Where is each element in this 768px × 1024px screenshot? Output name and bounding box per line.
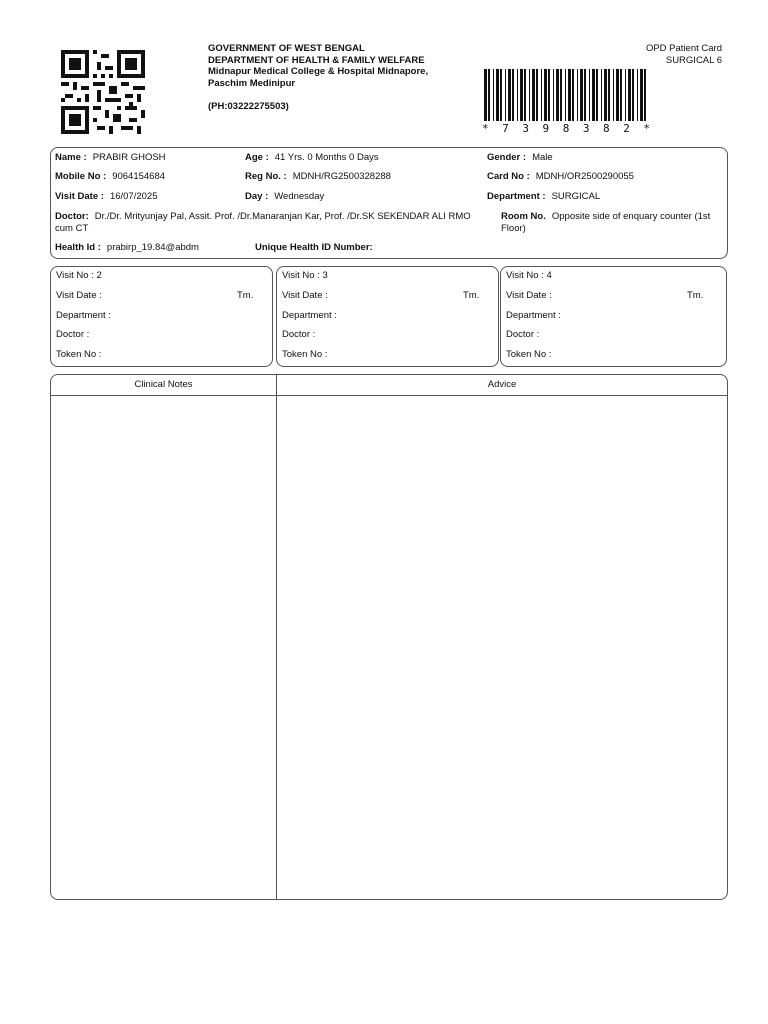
barcode-bar [496,69,499,121]
barcode-bar [604,69,607,121]
health-id-label: Health Id : [55,242,101,253]
barcode-bar [596,69,598,121]
barcode-bar [628,69,631,121]
barcode-char: 8 [603,122,610,135]
visit-date-label: Visit Date : [55,191,104,202]
header-divider [51,395,727,396]
room-field [501,211,723,234]
reg-field [245,171,391,182]
mobile-field [55,171,165,182]
uhid-field [255,242,379,253]
barcode-bar [520,69,523,121]
visit-date: Visit Date : [506,290,552,301]
barcode-bar [589,69,590,121]
barcode-char: 3 [522,122,529,135]
barcode-bar [488,69,490,121]
card-subtype: SURGICAL 6 [665,55,722,66]
visit-date-value: 16/07/2025 [109,191,158,202]
day-field [245,191,324,202]
barcode-bar [620,69,622,121]
advice-area[interactable] [278,397,726,897]
reg-value: MDNH/RG2500328288 [292,171,391,182]
age-value: 41 Yrs. 0 Months 0 Days [274,152,379,163]
dept-name: DEPARTMENT OF HEALTH & FAMILY WELFARE [208,54,425,66]
card-field [487,171,634,182]
department-label: Department : [487,191,546,202]
notes-panel [50,374,728,900]
barcode [482,69,650,121]
barcode-bar [568,69,571,121]
visit-date: Visit Date : [56,290,102,301]
visit-doctor: Doctor : [282,329,316,340]
barcode-bar [616,69,619,121]
health-id-field [55,242,199,253]
day-label: Day : [245,191,269,202]
barcode-char: 8 [562,122,570,135]
gov-name: GOVERNMENT OF WEST BENGAL [208,43,365,54]
clinical-notes-heading: Clinical Notes [134,379,193,390]
barcode-bar [601,69,602,121]
barcode-bar [580,69,583,121]
hospital-header [208,43,428,113]
visit-box [500,266,727,367]
barcode-number [482,122,650,135]
mobile-value: 9064154684 [112,171,166,182]
barcode-bar [644,69,646,121]
barcode-bar [584,69,586,121]
card-value: MDNH/OR2500290055 [535,171,634,182]
mobile-label: Mobile No : [55,171,107,182]
card-type: OPD Patient Card [645,43,722,54]
card-title [646,43,722,67]
barcode-char: 9 [542,122,550,135]
barcode-char: * [643,122,650,135]
visit-box [276,266,499,367]
health-id-value: prabirp_19.84@abdm [106,242,199,253]
barcode-bar [541,69,542,121]
barcode-bar [625,69,626,121]
barcode-bar [508,69,511,121]
visit-doctor: Doctor : [56,329,90,340]
barcode-char: * [482,122,489,135]
barcode-bar [608,69,610,121]
room-value: Opposite side of enquary counter (1st Floor) [501,211,711,234]
doctor-field [55,211,475,234]
barcode-bar [512,69,514,121]
visit-time: Tm. [463,290,480,301]
department-field [487,191,600,202]
barcode-bar [640,69,643,121]
clinical-notes-area[interactable] [52,397,275,897]
department-value: SURGICAL [551,191,601,202]
visit-no: Visit No : 3 [282,270,328,281]
barcode-bar [613,69,614,121]
visit-token: Token No : [56,349,102,360]
barcode-bar [632,69,634,121]
visit-time: Tm. [687,290,704,301]
doctor-value: Dr./Dr. Mrityunjay Pal, Assit. Prof. /Dr.Manaranjan Kar, Prof. /Dr.SK SEKENDAR ALI RMO cum CT [55,211,471,234]
card-label: Card No : [487,171,530,182]
gender-label: Gender : [487,152,527,163]
visit-date-field [55,191,157,202]
column-divider [276,375,277,899]
barcode-bar [544,69,547,121]
visit-department: Department : [282,310,337,321]
visit-department: Department : [506,310,561,321]
visit-date: Visit Date : [282,290,328,301]
day-value: Wednesday [274,191,325,202]
barcode-bar [529,69,530,121]
gender-value: Male [532,152,553,163]
barcode-bar [572,69,574,121]
room-label: Room No. [501,211,546,222]
barcode-bar [500,69,502,121]
barcode-bar [493,69,494,121]
barcode-bar [560,69,562,121]
visit-doctor: Doctor : [506,329,540,340]
advice-heading: Advice [487,379,517,390]
barcode-bar [556,69,559,121]
age-label: Age : [245,152,269,163]
patient-info-panel [50,147,728,259]
barcode-char: 7 [502,122,509,135]
barcode-char: 2 [623,122,630,135]
barcode-bar [548,69,550,121]
visit-box [50,266,273,367]
name-field [55,152,166,163]
age-field [245,152,379,163]
barcode-bar [553,69,554,121]
barcode-bar [637,69,638,121]
name-value: PRABIR GHOSH [92,152,166,163]
barcode-bar [524,69,526,121]
qr-code [61,50,145,134]
visit-no: Visit No : 2 [56,270,102,281]
barcode-char: 3 [582,122,590,135]
barcode-bar [592,69,595,121]
doctor-label: Doctor: [55,211,89,222]
visit-time: Tm. [237,290,254,301]
hospital-name: Midnapur Medical College & Hospital Midnapore, [208,66,429,77]
gender-field [487,152,553,163]
barcode-bar [565,69,566,121]
barcode-bar [577,69,578,121]
barcode-bar [484,69,487,121]
barcode-bar [536,69,538,121]
visit-token: Token No : [282,349,328,360]
visit-no: Visit No : 4 [506,270,552,281]
barcode-bar [505,69,506,121]
barcode-bar [517,69,518,121]
reg-label: Reg No. : [245,171,287,182]
uhid-label: Unique Health ID Number: [255,242,373,253]
hospital-phone: (PH:03222275503) [208,101,289,112]
district-name: Paschim Medinipur [208,77,296,89]
visit-department: Department : [56,310,111,321]
name-label: Name : [55,152,87,163]
visit-token: Token No : [506,349,552,360]
barcode-bar [532,69,535,121]
